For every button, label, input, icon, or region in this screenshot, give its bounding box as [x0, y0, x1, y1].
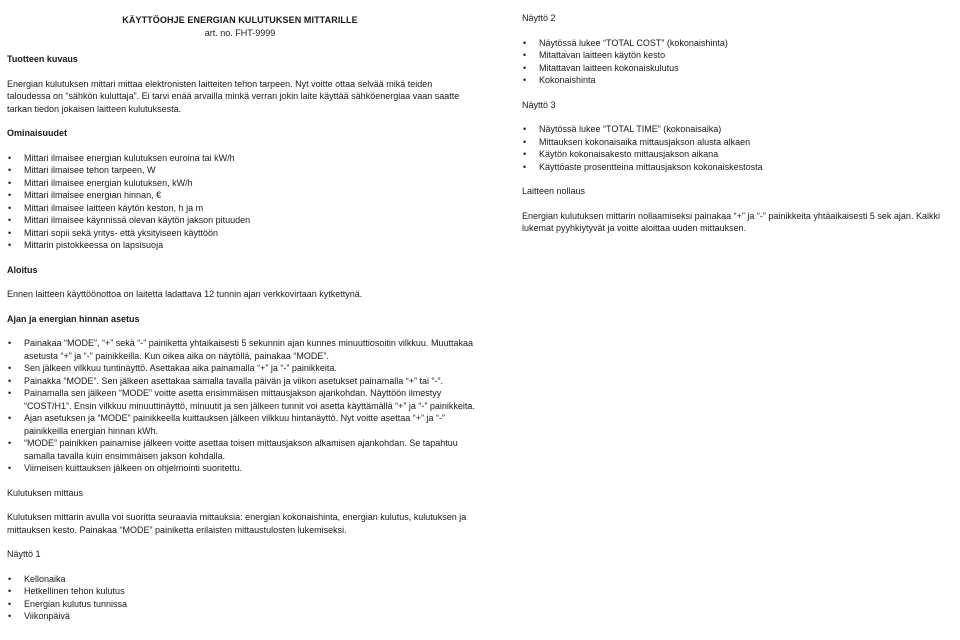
- list-item: • Ajan asetuksen ja “MODE” painikkeella kuittauksen jälkeen vilkkuu hintanäyttö. Nyt voitte asettaa “+” ja “-” painikkeilla energian hinnan kWh.: [7, 412, 477, 437]
- reset-text: Energian kulutuksen mittarin nollaamiseksi painakaa “+” ja “-” painikkeita yhtäaikaisesti 5 sek ajan. Kaikki lukemat pyyhkiytyvät ja voitte aloittaa uuden mittauksen.: [522, 210, 940, 233]
- list-item: • Mittarin pistokkeessa on lapsisuoja: [7, 239, 477, 252]
- features-heading: Ominaisuudet: [7, 128, 68, 138]
- display3-list: [522, 123, 958, 173]
- list-item: • Mitattavan laitteen käytön kesto: [522, 49, 958, 62]
- list-item: • Näytössä lukee “TOTAL COST” (kokonaishinta): [522, 37, 958, 50]
- list-item: • Viikonpäivä: [7, 610, 477, 623]
- list-item: • Viimeisen kuittauksen jälkeen on ohjelmointi suoritettu.: [7, 462, 477, 475]
- display2-list: [522, 37, 958, 87]
- time-price-list: [7, 337, 477, 475]
- document-title: KÄYTTÖOHJE ENERGIAN KULUTUKSEN MITTARILLE: [122, 15, 358, 25]
- article-number: art. no. FHT-9999: [204, 27, 276, 38]
- list-item: • Sen jälkeen vilkkuu tuntinäyttö. Asettakaa aika painamalla “+” ja “-” painikkeita.: [7, 362, 477, 375]
- start-heading: Aloitus: [7, 264, 38, 275]
- time-price-heading: Ajan ja energian hinnan asetus: [7, 313, 140, 324]
- display1-list: [7, 573, 477, 623]
- list-item: • Mittari ilmaisee energian hinnan, €: [7, 189, 477, 202]
- features-list: [7, 152, 477, 252]
- list-item: • Mittari ilmaisee käynnissä olevan käytön jakson pituuden: [7, 214, 477, 227]
- list-item: • Hetkellinen tehon kulutus: [7, 585, 477, 598]
- list-item: • Kokonaishinta: [522, 74, 958, 87]
- list-item: • Painamalla sen jälkeen “MODE” voitte asetta ensimmäisen mittausjakson ajankohdan. Näyttöön ilmestyy “COST/H1”. Ensin vilkkuu minuuttinäyttö, minuutit ja sen jälkeen tunnit voi asetta käyttämällä “+” ja “-” painikkeita.: [7, 387, 477, 412]
- document-header: [7, 14, 473, 39]
- list-item: • Kellonaika: [7, 573, 477, 586]
- list-item: • Mittari ilmaisee energian kulutuksen, kW/h: [7, 177, 477, 190]
- list-item: • Näytössä lukee “TOTAL TIME” (kokonaisaika): [522, 123, 958, 136]
- list-item: • Painakaa “MODE”, “+” sekä “-” painiketta yhtaikaisesti 5 sekunnin ajan kunnes minuuttiosoitin vilkkuu. Muuttakaa asetusta “+” ja “-” painikkeilla. Kun oikea aika on näytöllä, painakaa “MODE”.: [7, 337, 477, 362]
- measurement-text: Kulutuksen mittarin avulla voi suoritta seuraavia mittauksia: energian kokonaishinta, energian kulutus, kulutuksen ja mittauksen kesto. Painakaa “MODE” painiketta erilaisten mittaustulosten lukemiseksi.: [7, 512, 467, 535]
- list-item: • Käytön kokonaisakesto mittausjakson aikana: [522, 148, 958, 161]
- list-item: • Mittauksen kokonaisaika mittausjakson alusta alkaen: [522, 136, 958, 149]
- list-item: • Mittari sopii sekä yritys- että yksityiseen käyttöön: [7, 227, 477, 240]
- list-item: • Käyttöaste prosentteina mittausjakson kokonaiskestosta: [522, 161, 958, 174]
- list-item: • Energian kulutus tunnissa: [7, 598, 477, 611]
- list-item: • “MODE” painikken painamise jälkeen voitte asettaa toisen mittausjakson alkamisen ajankohdan. Se tapahtuu samalla tavalla kuin ensimmäisen jakson kohdalla.: [7, 437, 477, 462]
- list-item: • Mitattavan laitteen kokonaiskulutus: [522, 62, 958, 75]
- list-item: • Mittari ilmaisee energian kulutuksen euroina tai kW/h: [7, 152, 477, 165]
- description-heading: Tuotteen kuvaus: [7, 54, 78, 64]
- list-item: • Mittari ilmaisee tehon tarpeen, W: [7, 164, 477, 177]
- display2-heading: Näyttö 2: [522, 13, 556, 23]
- list-item: • Painakka “MODE”. Sen jälkeen asettakaa samalla tavalla päivän ja viikon asetukset painamalla “+” tai “-”.: [7, 375, 477, 388]
- display3-heading: Näyttö 3: [522, 99, 556, 110]
- reset-heading: Laitteen nollaus: [522, 186, 586, 196]
- list-item: • Mittari ilmaisee laitteen käytön keston, h ja m: [7, 202, 477, 215]
- left-column: [7, 0, 477, 623]
- start-text: Ennen laitteen käyttöönottoa on laitetta ladattava 12 tunnin ajan verkkovirtaan kytkettynä.: [7, 289, 363, 299]
- measurement-heading: Kulutuksen mittaus: [7, 487, 84, 498]
- display1-heading: Näyttö 1: [7, 549, 41, 559]
- right-column: [522, 0, 958, 235]
- description-text: Energian kulutuksen mittari mittaa elektronisten laitteiten tehon tarpeen. Nyt voitte ottaa selvää mikä teiden taloudessa on “sähkön kuluttaja”. Ei tarvi enää arvailla minkä verran jokin laite käyttää sähköenergiaa vaan saatte tarkan tiedon jokaisen laitteen kulutuksesta.: [7, 78, 460, 114]
